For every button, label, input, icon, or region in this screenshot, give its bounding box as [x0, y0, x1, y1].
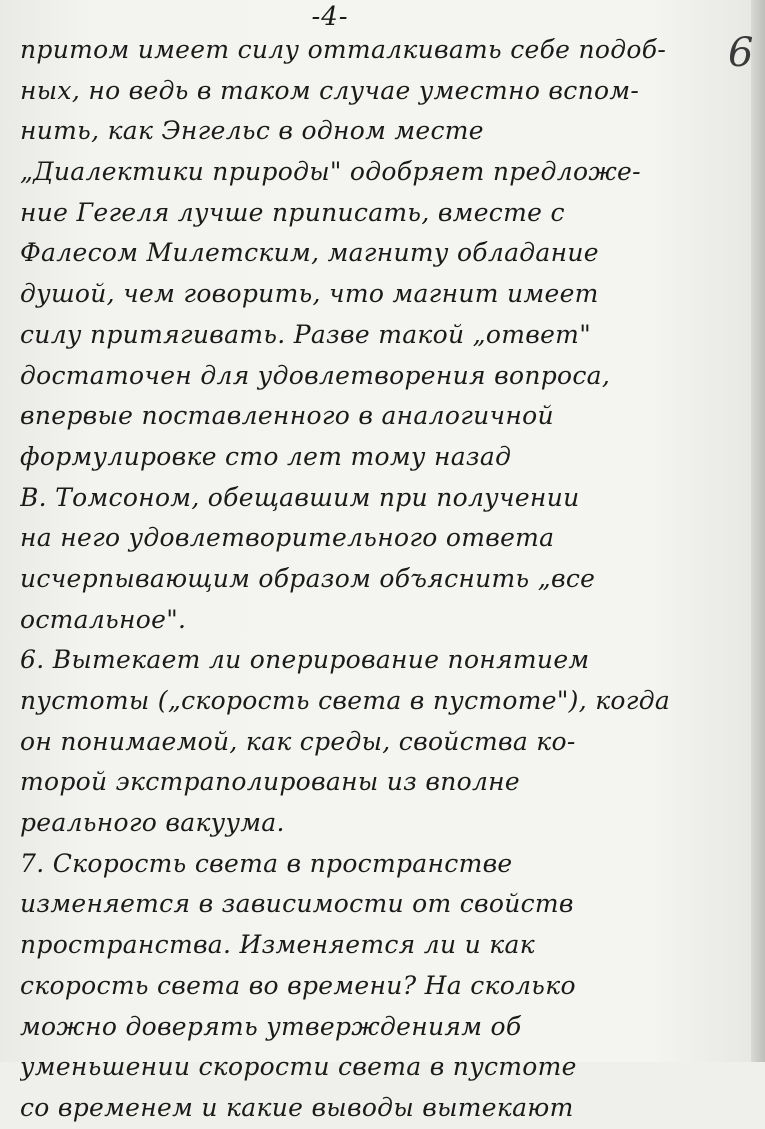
text-line: притом имеет силу отталкивать себе подоб-	[20, 35, 667, 64]
page-number: -4-	[311, 2, 349, 32]
page-edge-shadow	[751, 0, 765, 1062]
text-line: ние Гегеля лучше приписать, вместе с	[20, 197, 565, 227]
text-line: нить, как Энгельс в одном месте	[20, 116, 484, 146]
text-line: на него удовлетворительного ответа	[20, 523, 555, 553]
text-line: „Диалектики природы" одобряет предложе-	[20, 157, 641, 187]
text-line: впервые поставленного в аналогичной	[20, 401, 554, 431]
text-line: со временем и какие выводы вытекают	[20, 1092, 574, 1122]
text-line: формулировке сто лет тому назад	[20, 441, 512, 471]
margin-annotation: 6	[728, 30, 754, 76]
text-line: остальное".	[20, 604, 187, 634]
text-line: достаточен для удовлетворения вопроса,	[20, 360, 611, 390]
text-line: 6. Вытекает ли оперирование понятием	[20, 645, 590, 675]
text-line: душой, чем говорить, что магнит имеет	[20, 279, 599, 309]
text-line: ных, но ведь в таком случае уместно вспом-	[20, 75, 640, 105]
text-line: торой экстраполированы из вполне	[20, 767, 521, 797]
text-line: В. Томсоном, обещавшим при получении	[20, 482, 580, 512]
text-line: реального вакуума.	[20, 808, 285, 838]
text-line: изменяется в зависимости от свойств	[20, 889, 574, 919]
text-line: скорость света во времени? На сколько	[20, 970, 576, 1000]
text-line: пространства. Изменяется ли и как	[20, 930, 535, 960]
text-line: 7. Скорость света в пространстве	[20, 848, 513, 878]
text-line: исчерпывающим образом объяснить „все	[20, 563, 596, 593]
text-line: он понимаемой, как среды, свойства ко-	[20, 726, 576, 756]
text-line: уменьшении скорости света в пустоте	[20, 1052, 577, 1082]
handwritten-body	[20, 30, 720, 1129]
text-line: силу притягивать. Разве такой „ответ"	[20, 319, 591, 349]
text-line: пустоты („скорость света в пустоте"), когда	[20, 686, 671, 715]
text-line: Фалесом Милетским, магниту обладание	[20, 238, 599, 268]
text-line: можно доверять утверждениям об	[20, 1011, 522, 1041]
